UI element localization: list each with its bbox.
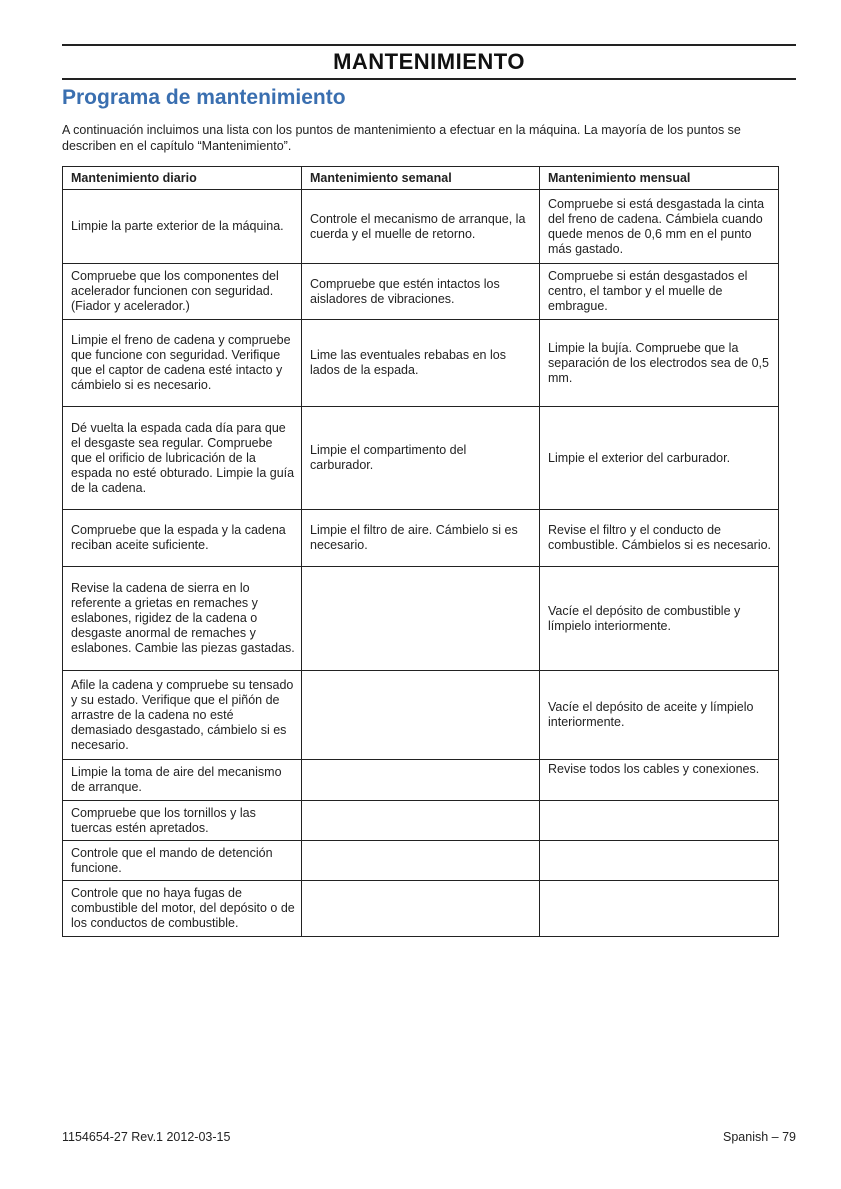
weekly-task	[302, 760, 540, 801]
daily-task: Compruebe que los componentes del acelerador funcionen con seguridad. (Fiador y acelerador.)	[63, 264, 302, 320]
table-row	[63, 567, 779, 671]
weekly-task	[302, 671, 540, 760]
weekly-task: Limpie el filtro de aire. Cámbielo si es necesario.	[302, 510, 540, 567]
weekly-task	[302, 567, 540, 671]
monthly-task: Vacíe el depósito de aceite y límpielo interiormente.	[540, 671, 779, 760]
weekly-task: Limpie el compartimento del carburador.	[302, 407, 540, 510]
daily-task: Revise la cadena de sierra en lo referente a grietas en remaches y eslabones, rigidez de la cadena o desgaste anormal de remaches y eslabones. Cambie las piezas gastadas.	[63, 567, 302, 671]
section-header	[62, 44, 796, 80]
monthly-task: Compruebe si está desgastada la cinta del freno de cadena. Cámbiela cuando quede menos de 0,6 mm en el punto más gastado.	[540, 190, 779, 264]
monthly-task	[540, 801, 779, 841]
table-row	[63, 264, 779, 320]
maintenance-schedule-table	[62, 166, 779, 937]
monthly-task	[540, 841, 779, 881]
table-row	[63, 760, 779, 801]
weekly-task: Lime las eventuales rebabas en los lados de la espada.	[302, 320, 540, 407]
table-row	[63, 320, 779, 407]
page-title: Programa de mantenimiento	[62, 86, 346, 109]
monthly-task: Limpie la bujía. Compruebe que la separación de los electrodos sea de 0,5 mm.	[540, 320, 779, 407]
daily-task: Limpie la toma de aire del mecanismo de arranque.	[63, 760, 302, 801]
table-row	[63, 881, 779, 937]
daily-task: Controle que el mando de detención funcione.	[63, 841, 302, 881]
monthly-task: Limpie el exterior del carburador.	[540, 407, 779, 510]
daily-task: Controle que no haya fugas de combustible del motor, del depósito o de los conductos de combustible.	[63, 881, 302, 937]
document-id: 1154654-27 Rev.1 2012-03-15	[62, 1130, 231, 1144]
table-header-row	[63, 167, 779, 190]
monthly-task	[540, 881, 779, 937]
monthly-task: Vacíe el depósito de combustible y límpielo interiormente.	[540, 567, 779, 671]
monthly-task: Compruebe si están desgastados el centro, el tambor y el muelle de embrague.	[540, 264, 779, 320]
daily-task: Afile la cadena y compruebe su tensado y su estado. Verifique que el piñón de arrastre de la cadena no esté demasiado desgastado, cámbielo si es necesario.	[63, 671, 302, 760]
weekly-task: Controle el mecanismo de arranque, la cuerda y el muelle de retorno.	[302, 190, 540, 264]
column-header-weekly: Mantenimiento semanal	[302, 167, 540, 190]
page-number: Spanish – 79	[723, 1130, 796, 1144]
table-row	[63, 801, 779, 841]
daily-task: Compruebe que la espada y la cadena reciban aceite suficiente.	[63, 510, 302, 567]
monthly-task: Revise todos los cables y conexiones.	[540, 760, 779, 801]
table-row	[63, 671, 779, 760]
weekly-task	[302, 841, 540, 881]
table-row	[63, 841, 779, 881]
weekly-task: Compruebe que estén intactos los aisladores de vibraciones.	[302, 264, 540, 320]
section-title: MANTENIMIENTO	[333, 49, 525, 74]
daily-task: Dé vuelta la espada cada día para que el desgaste sea regular. Compruebe que el orificio de lubricación de la espada no esté obturado. Limpie la guía de la cadena.	[63, 407, 302, 510]
table-row	[63, 407, 779, 510]
daily-task: Limpie la parte exterior de la máquina.	[63, 190, 302, 264]
intro-paragraph: A continuación incluimos una lista con los puntos de mantenimiento a efectuar en la máquina. La mayoría de los puntos se describen en el capítulo “Mantenimiento”.	[62, 123, 741, 153]
column-header-monthly: Mantenimiento mensual	[540, 167, 779, 190]
weekly-task	[302, 881, 540, 937]
monthly-task: Revise el filtro y el conducto de combustible. Cámbielos si es necesario.	[540, 510, 779, 567]
table-row	[63, 510, 779, 567]
weekly-task	[302, 801, 540, 841]
table-row	[63, 190, 779, 264]
column-header-daily: Mantenimiento diario	[63, 167, 302, 190]
daily-task: Limpie el freno de cadena y compruebe que funcione con seguridad. Verifique que el captor de cadena esté intacto y cámbielo si es necesario.	[63, 320, 302, 407]
daily-task: Compruebe que los tornillos y las tuercas estén apretados.	[63, 801, 302, 841]
